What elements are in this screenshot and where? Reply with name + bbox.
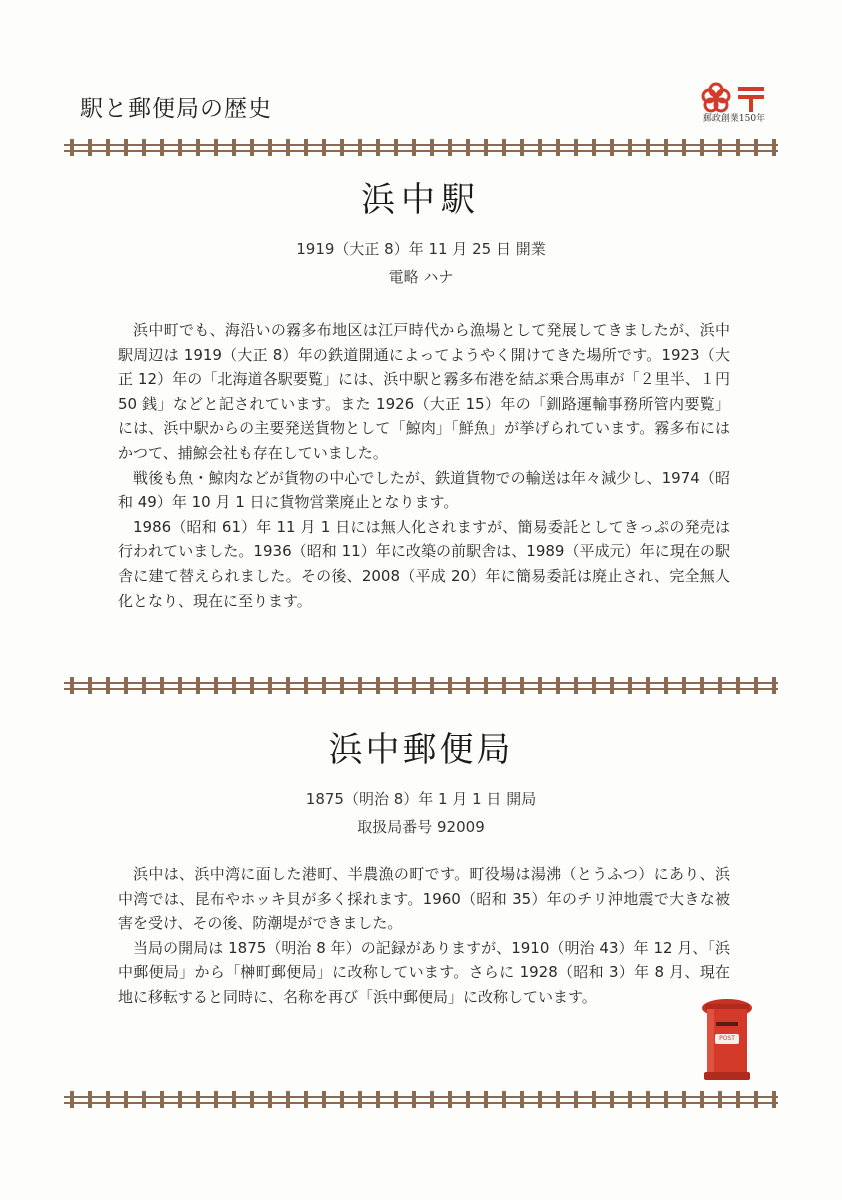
station-paragraph: 浜中町でも、海沿いの霧多布地区は江戸時代から漁場として発展してきましたが、浜中駅周辺は 1919（大正 8）年の鉄道開通によってようやく開けてきた場所です。1923（大正 12）年の「北海道各駅要覧」には、浜中駅と霧多布港を結ぶ乗合馬車が「２里半、１円 50 銭」などと記されています。また 1926（大正 15）年の「釧路運輸事務所管内要覧」には、浜中駅からの主要発送貨物として「鯨肉」「鮮魚」が挙げられています。霧多布にはかつて、捕鯨会社も存在していました。 xyxy=(118,321,730,462)
station-paragraph: 1986（昭和 61）年 11 月 1 日には無人化されますが、簡易委託としてきっぷの発売は行われていました。1936（昭和 11）年に改築の前駅舎は、1989（平成元）年に現在の駅舎に建て替えられました。その後、2008（平成 20）年に簡易委託は廃止され、完全無人化となり、現在に至ります。 xyxy=(118,517,730,610)
post-office-name: 浜中郵便局 xyxy=(328,730,514,770)
post-office-number: 取扱局番号 92009 xyxy=(357,818,485,836)
rail-divider-top xyxy=(64,136,778,158)
series-title: 駅と郵便局の歴史 xyxy=(80,96,272,122)
station-paragraph: 戦後も魚・鯨肉などが貨物の中心でしたが、鉄道貨物での輸送は年々減少し、1974（昭和 49）年 10 月 1 日に貨物営業廃止となります。 xyxy=(118,468,730,512)
post-office-opened-date: 1875（明治 8）年 1 月 1 日 開局 xyxy=(305,790,537,808)
logo-caption: 郵政創業150年 xyxy=(702,114,766,124)
station-opened-date: 1919（大正 8）年 11 月 25 日 開業 xyxy=(296,240,546,258)
station-telegraph-code: 電略 ハナ xyxy=(388,268,454,286)
station-name: 浜中駅 xyxy=(361,180,481,220)
rail-divider-bottom xyxy=(64,1088,778,1110)
post-office-history-text xyxy=(118,862,730,1010)
rail-divider-middle xyxy=(64,674,778,696)
mailbox-illustration xyxy=(696,996,758,1082)
post-office-paragraph: 当局の開局は 1875（明治 8 年）の記録がありますが、1910（明治 43）年 12 月、「浜中郵便局」から「榊町郵便局」に改称しています。さらに 1928（昭和 3）年 8 月、現在地に移転すると同時に、名称を再び「浜中郵便局」に改称しています。 xyxy=(118,938,730,1006)
post-office-paragraph: 浜中は、浜中湾に面した港町、半農漁の町です。町役場は湯沸（とうふつ）にあり、浜中湾では、昆布やホッキ貝が多く採れます。1960（昭和 35）年のチリ沖地震で大きな被害を受け、その後、防潮堤ができました。 xyxy=(118,865,730,933)
station-history-text xyxy=(118,318,730,613)
mailbox-label: POST xyxy=(719,1035,735,1042)
